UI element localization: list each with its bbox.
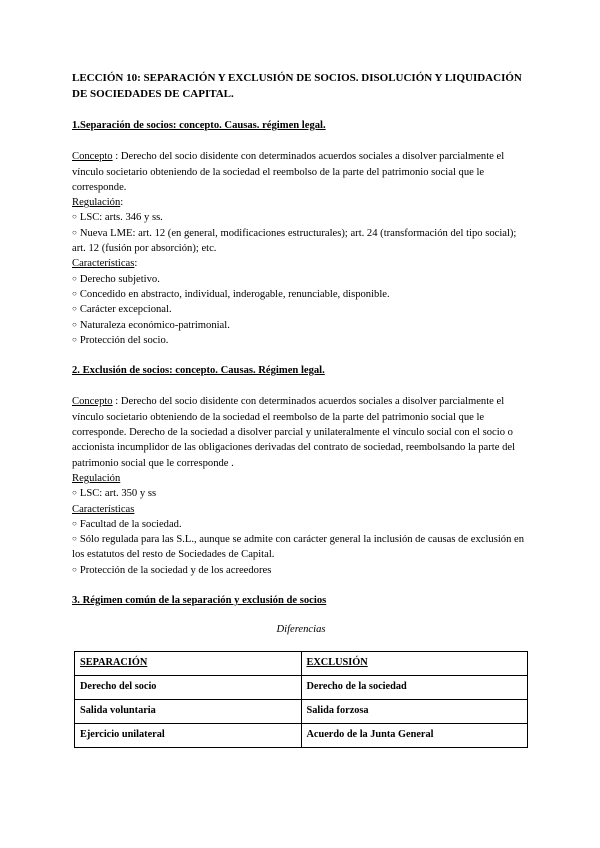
- s1-caracteristica-item: ○ Naturaleza económico-patrimonial.: [72, 318, 530, 333]
- table-header-cell: EXCLUSIÓN: [301, 651, 528, 675]
- table-cell: Acuerdo de la Junta General: [301, 723, 528, 747]
- s1-caracteristica-item: ○ Carácter excepcional.: [72, 302, 530, 317]
- table-cell: Derecho de la sociedad: [301, 675, 528, 699]
- s2-caracteristica-item: ○ Protección de la sociedad y de los acreedores: [72, 563, 530, 578]
- table-cell: Salida voluntaria: [75, 699, 302, 723]
- table-cell: Salida forzosa: [301, 699, 528, 723]
- section-2-heading: 2. Exclusión de socios: concepto. Causas. Régimen legal.: [72, 365, 325, 377]
- table-row: [75, 675, 528, 699]
- s1-regulacion-item: ○ LSC: arts. 346 y ss.: [72, 210, 530, 225]
- s1-regulacion-item: ○ Nueva LME: art. 12 (en general, modificaciones estructurales); art. 24 (transformación del tipo social); art. 12 (fusión por absorción); etc.: [72, 226, 530, 257]
- s1-caracteristicas-heading: [72, 256, 530, 271]
- table-cell: Ejercicio unilateral: [75, 723, 302, 747]
- s2-concepto-label: Concepto: [72, 396, 113, 408]
- table-row: [75, 699, 528, 723]
- table-header-row: [75, 651, 528, 675]
- s1-regulacion-suffix: :: [120, 197, 124, 209]
- s1-concepto-text: : Derecho del socio disidente con determinados acuerdos sociales a disolver parcialmente el vínculo societario obteniendo de la sociedad el reembolso de la parte del patrimonio social que le corresponde.: [72, 151, 505, 193]
- differences-table: [74, 651, 528, 748]
- s2-regulacion-item: ○ LSC: art. 350 y ss: [72, 486, 530, 501]
- s1-caracteristica-item: ○ Derecho subjetivo.: [72, 272, 530, 287]
- document-page: [72, 70, 530, 748]
- s1-caracteristicas-label: Características: [72, 258, 135, 270]
- s1-caracteristica-item: ○ Protección del socio.: [72, 333, 530, 348]
- section-3-heading: 3. Régimen común de la separación y exclusión de socios: [72, 595, 327, 607]
- s2-concepto: [72, 394, 530, 470]
- s1-concepto-label: Concepto: [72, 151, 113, 163]
- s2-caracteristica-item: ○ Facultad de la sociedad.: [72, 517, 530, 532]
- s1-regulacion-label: Regulación: [72, 197, 121, 209]
- s1-regulacion-heading: [72, 195, 530, 210]
- s2-caracteristicas-label: Características: [72, 503, 135, 515]
- s2-regulacion-label: Regulación: [72, 472, 121, 484]
- table-header-cell: SEPARACIÓN: [75, 651, 302, 675]
- s2-concepto-text: : Derecho del socio disidente con determinados acuerdos sociales a disolver parcialmente el vínculo societario obteniendo de la sociedad el reembolso de la parte del patrimonio social que le corresponde. Derecho de la sociedad a disolver parcial y unilateralmente el vínculo social con el socio o accionista incumplidor de las obligaciones derivadas del contrato de sociedad, reembolsando la parte del patrimonio social que le corresponde .: [72, 396, 516, 469]
- s1-caracteristica-item: ○ Concedido en abstracto, individual, inderogable, renunciable, disponible.: [72, 287, 530, 302]
- s1-caracteristicas-suffix: :: [134, 258, 138, 270]
- table-cell: Derecho del socio: [75, 675, 302, 699]
- table-row: [75, 723, 528, 747]
- lesson-title: LECCIÓN 10: SEPARACIÓN Y EXCLUSIÓN DE SOCIOS. DISOLUCIÓN Y LIQUIDACIÓN DE SOCIEDADES DE CAPITAL.: [72, 72, 522, 100]
- table-caption: Diferencias: [276, 624, 326, 636]
- s2-caracteristica-item: ○ Sólo regulada para las S.L., aunque se admite con carácter general la inclusión de causas de exclusión en los estatutos del resto de Sociedades de Capital.: [72, 532, 530, 563]
- s1-concepto: [72, 149, 530, 195]
- section-1-heading: 1.Separación de socios: concepto. Causas. régimen legal.: [72, 120, 326, 131]
